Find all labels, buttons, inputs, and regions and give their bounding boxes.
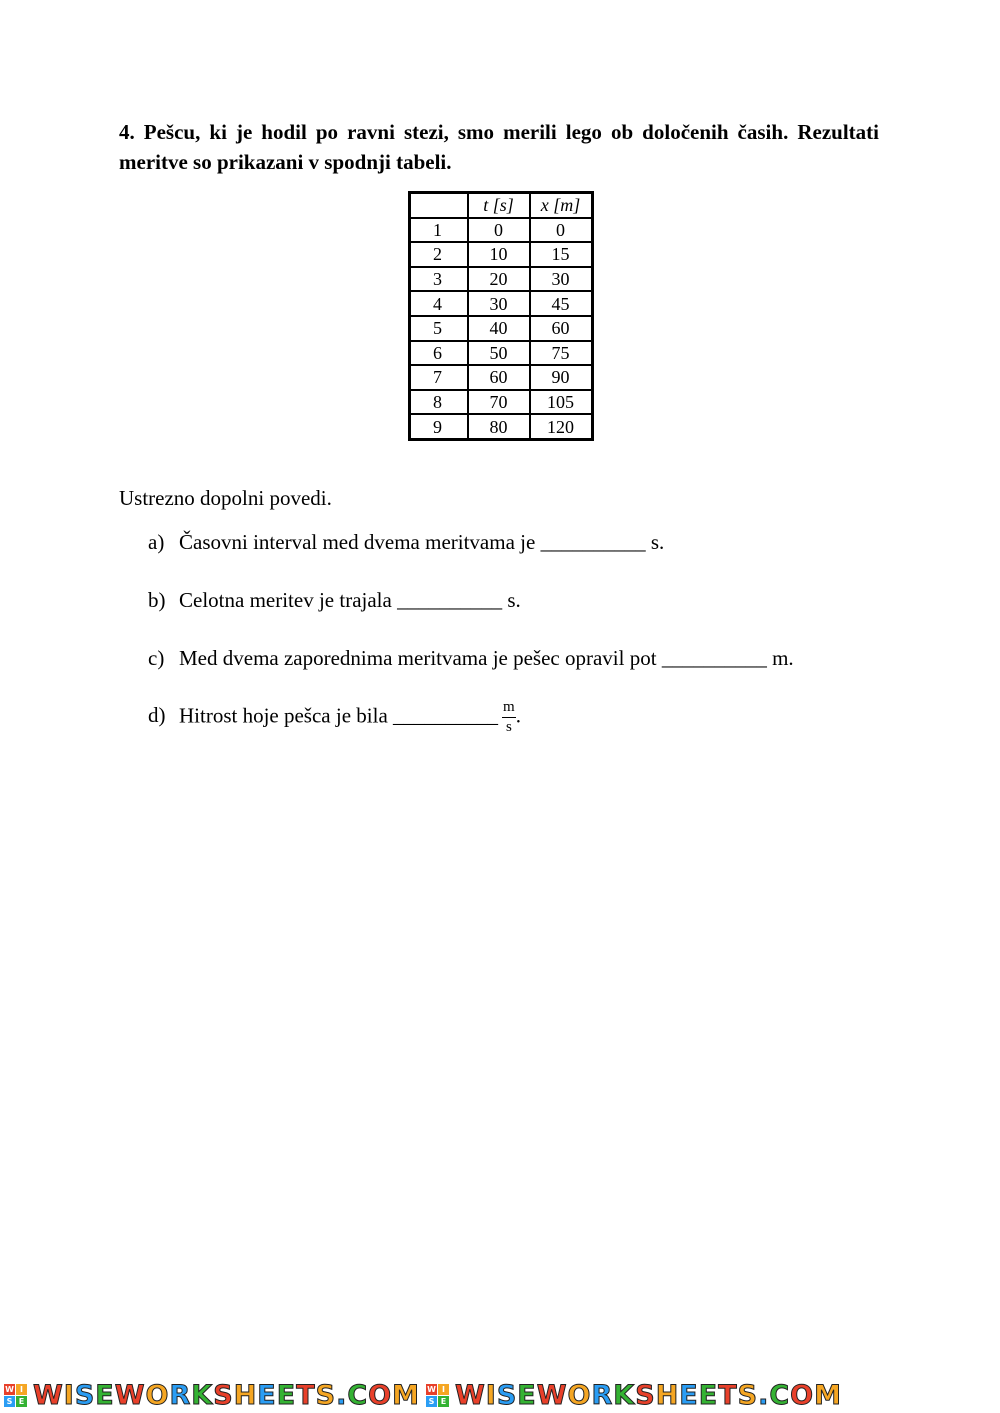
brand-letter: W: [536, 1380, 568, 1411]
row-position: 30: [530, 267, 593, 292]
row-time: 30: [468, 291, 530, 316]
row-index: 1: [410, 218, 468, 243]
row-time: 20: [468, 267, 530, 292]
brand-letter: R: [169, 1380, 192, 1411]
wiseworksheets-logo-icon: [426, 1384, 449, 1407]
item-b: [148, 588, 521, 613]
logo-letter: S: [4, 1396, 15, 1407]
row-position: 75: [530, 341, 593, 366]
brand-letter: O: [368, 1380, 393, 1411]
table-row: [410, 341, 593, 366]
item-label: c): [148, 646, 165, 670]
brand-letter: E: [517, 1380, 537, 1411]
brand-watermark: [455, 1380, 842, 1411]
footer-watermark: [0, 1378, 1000, 1413]
item-unit: m.: [766, 646, 794, 670]
row-index: 2: [410, 242, 468, 267]
row-index: 8: [410, 390, 468, 415]
brand-letter: R: [591, 1380, 614, 1411]
item-c: [148, 646, 794, 671]
row-position: 15: [530, 242, 593, 267]
brand-text: [455, 1380, 842, 1411]
brand-letter: E: [95, 1380, 115, 1411]
row-index: 7: [410, 365, 468, 390]
item-period: .: [515, 703, 521, 728]
brand-letter: E: [257, 1380, 277, 1411]
brand-letter: H: [655, 1380, 680, 1411]
logo-letter: I: [16, 1384, 27, 1395]
table-row: [410, 291, 593, 316]
brand-watermark: [33, 1380, 420, 1411]
table-row: [410, 365, 593, 390]
item-text: Časovni interval med dvema meritvama je: [179, 530, 541, 554]
logo-letter: S: [426, 1396, 437, 1407]
logo-letter: E: [438, 1396, 449, 1407]
brand-letter: S: [635, 1380, 656, 1411]
brand-letter: O: [567, 1380, 592, 1411]
logo-letter: W: [427, 1385, 436, 1394]
brand-letter: C: [769, 1380, 791, 1411]
brand-letter: W: [455, 1380, 486, 1411]
brand-letter: M: [814, 1380, 842, 1411]
brand-letter: T: [296, 1380, 316, 1411]
brand-letter: I: [63, 1380, 75, 1411]
measurement-table-wrapper: [408, 191, 594, 441]
header-position: x [m]: [530, 193, 593, 218]
row-time: 0: [468, 218, 530, 243]
table-row: [410, 267, 593, 292]
item-label: d): [148, 703, 166, 728]
brand-letter: M: [392, 1380, 420, 1411]
item-unit: s.: [645, 530, 665, 554]
table-header-row: [410, 193, 593, 218]
item-text: Hitrost hoje pešca je bila: [179, 703, 394, 728]
brand-letter: E: [276, 1380, 297, 1411]
row-time: 60: [468, 365, 530, 390]
item-text: Celotna meritev je trajala: [179, 588, 398, 612]
brand-letter: S: [315, 1380, 337, 1411]
row-time: 10: [468, 242, 530, 267]
measurement-table: [408, 191, 594, 441]
brand-letter: W: [114, 1380, 146, 1411]
item-unit: s.: [502, 588, 521, 612]
unit-fraction: [502, 700, 516, 735]
brand-text: [33, 1380, 420, 1411]
table-row: [410, 316, 593, 341]
unit-numerator: m: [502, 700, 516, 718]
brand-letter: .: [758, 1380, 770, 1411]
instructions-text: Ustrezno dopolni povedi.: [119, 486, 332, 510]
row-index: 6: [410, 341, 468, 366]
row-index: 9: [410, 414, 468, 439]
brand-letter: T: [718, 1380, 738, 1411]
item-label: b): [148, 588, 166, 612]
brand-letter: K: [191, 1380, 214, 1411]
table-row: [410, 218, 593, 243]
brand-letter: E: [679, 1380, 699, 1411]
table-row: [410, 390, 593, 415]
row-index: 3: [410, 267, 468, 292]
header-index: [410, 193, 468, 218]
wiseworksheets-logo-icon: [4, 1384, 27, 1407]
answer-blank-d[interactable]: __________: [393, 703, 499, 728]
logo-letter: I: [438, 1384, 449, 1395]
row-position: 45: [530, 291, 593, 316]
answer-blank-c[interactable]: __________: [661, 646, 767, 670]
brand-letter: W: [33, 1380, 64, 1411]
item-label: a): [148, 530, 165, 554]
brand-letter: S: [737, 1380, 759, 1411]
row-position: 90: [530, 365, 593, 390]
brand-letter: C: [347, 1380, 369, 1411]
item-d: [148, 700, 521, 735]
answer-blank-b[interactable]: __________: [397, 588, 503, 612]
brand-letter: K: [613, 1380, 636, 1411]
row-position: 105: [530, 390, 593, 415]
brand-letter: S: [74, 1380, 96, 1411]
answer-blank-a[interactable]: __________: [540, 530, 646, 554]
brand-letter: S: [213, 1380, 234, 1411]
unit-denominator: s: [505, 719, 512, 735]
logo-letter: E: [16, 1396, 27, 1407]
row-position: 0: [530, 218, 593, 243]
row-time: 40: [468, 316, 530, 341]
item-a: [148, 530, 664, 555]
row-time: 70: [468, 390, 530, 415]
question-text: 4. Pešcu, ki je hodil po ravni stezi, smo merili lego ob določenih časih. Rezultati meritve so prikazani v spodnji tabeli.: [119, 120, 879, 174]
row-index: 5: [410, 316, 468, 341]
brand-letter: E: [698, 1380, 719, 1411]
brand-letter: I: [485, 1380, 497, 1411]
brand-letter: O: [790, 1380, 815, 1411]
brand-letter: O: [145, 1380, 170, 1411]
brand-letter: H: [233, 1380, 258, 1411]
row-index: 4: [410, 291, 468, 316]
brand-letter: S: [496, 1380, 518, 1411]
item-text: Med dvema zaporednima meritvama je pešec opravil pot: [179, 646, 662, 670]
logo-letter: W: [5, 1385, 14, 1394]
table-row: [410, 242, 593, 267]
row-position: 60: [530, 316, 593, 341]
table-row: [410, 414, 593, 439]
row-time: 80: [468, 414, 530, 439]
row-position: 120: [530, 414, 593, 439]
row-time: 50: [468, 341, 530, 366]
brand-letter: .: [336, 1380, 348, 1411]
header-time: t [s]: [468, 193, 530, 218]
